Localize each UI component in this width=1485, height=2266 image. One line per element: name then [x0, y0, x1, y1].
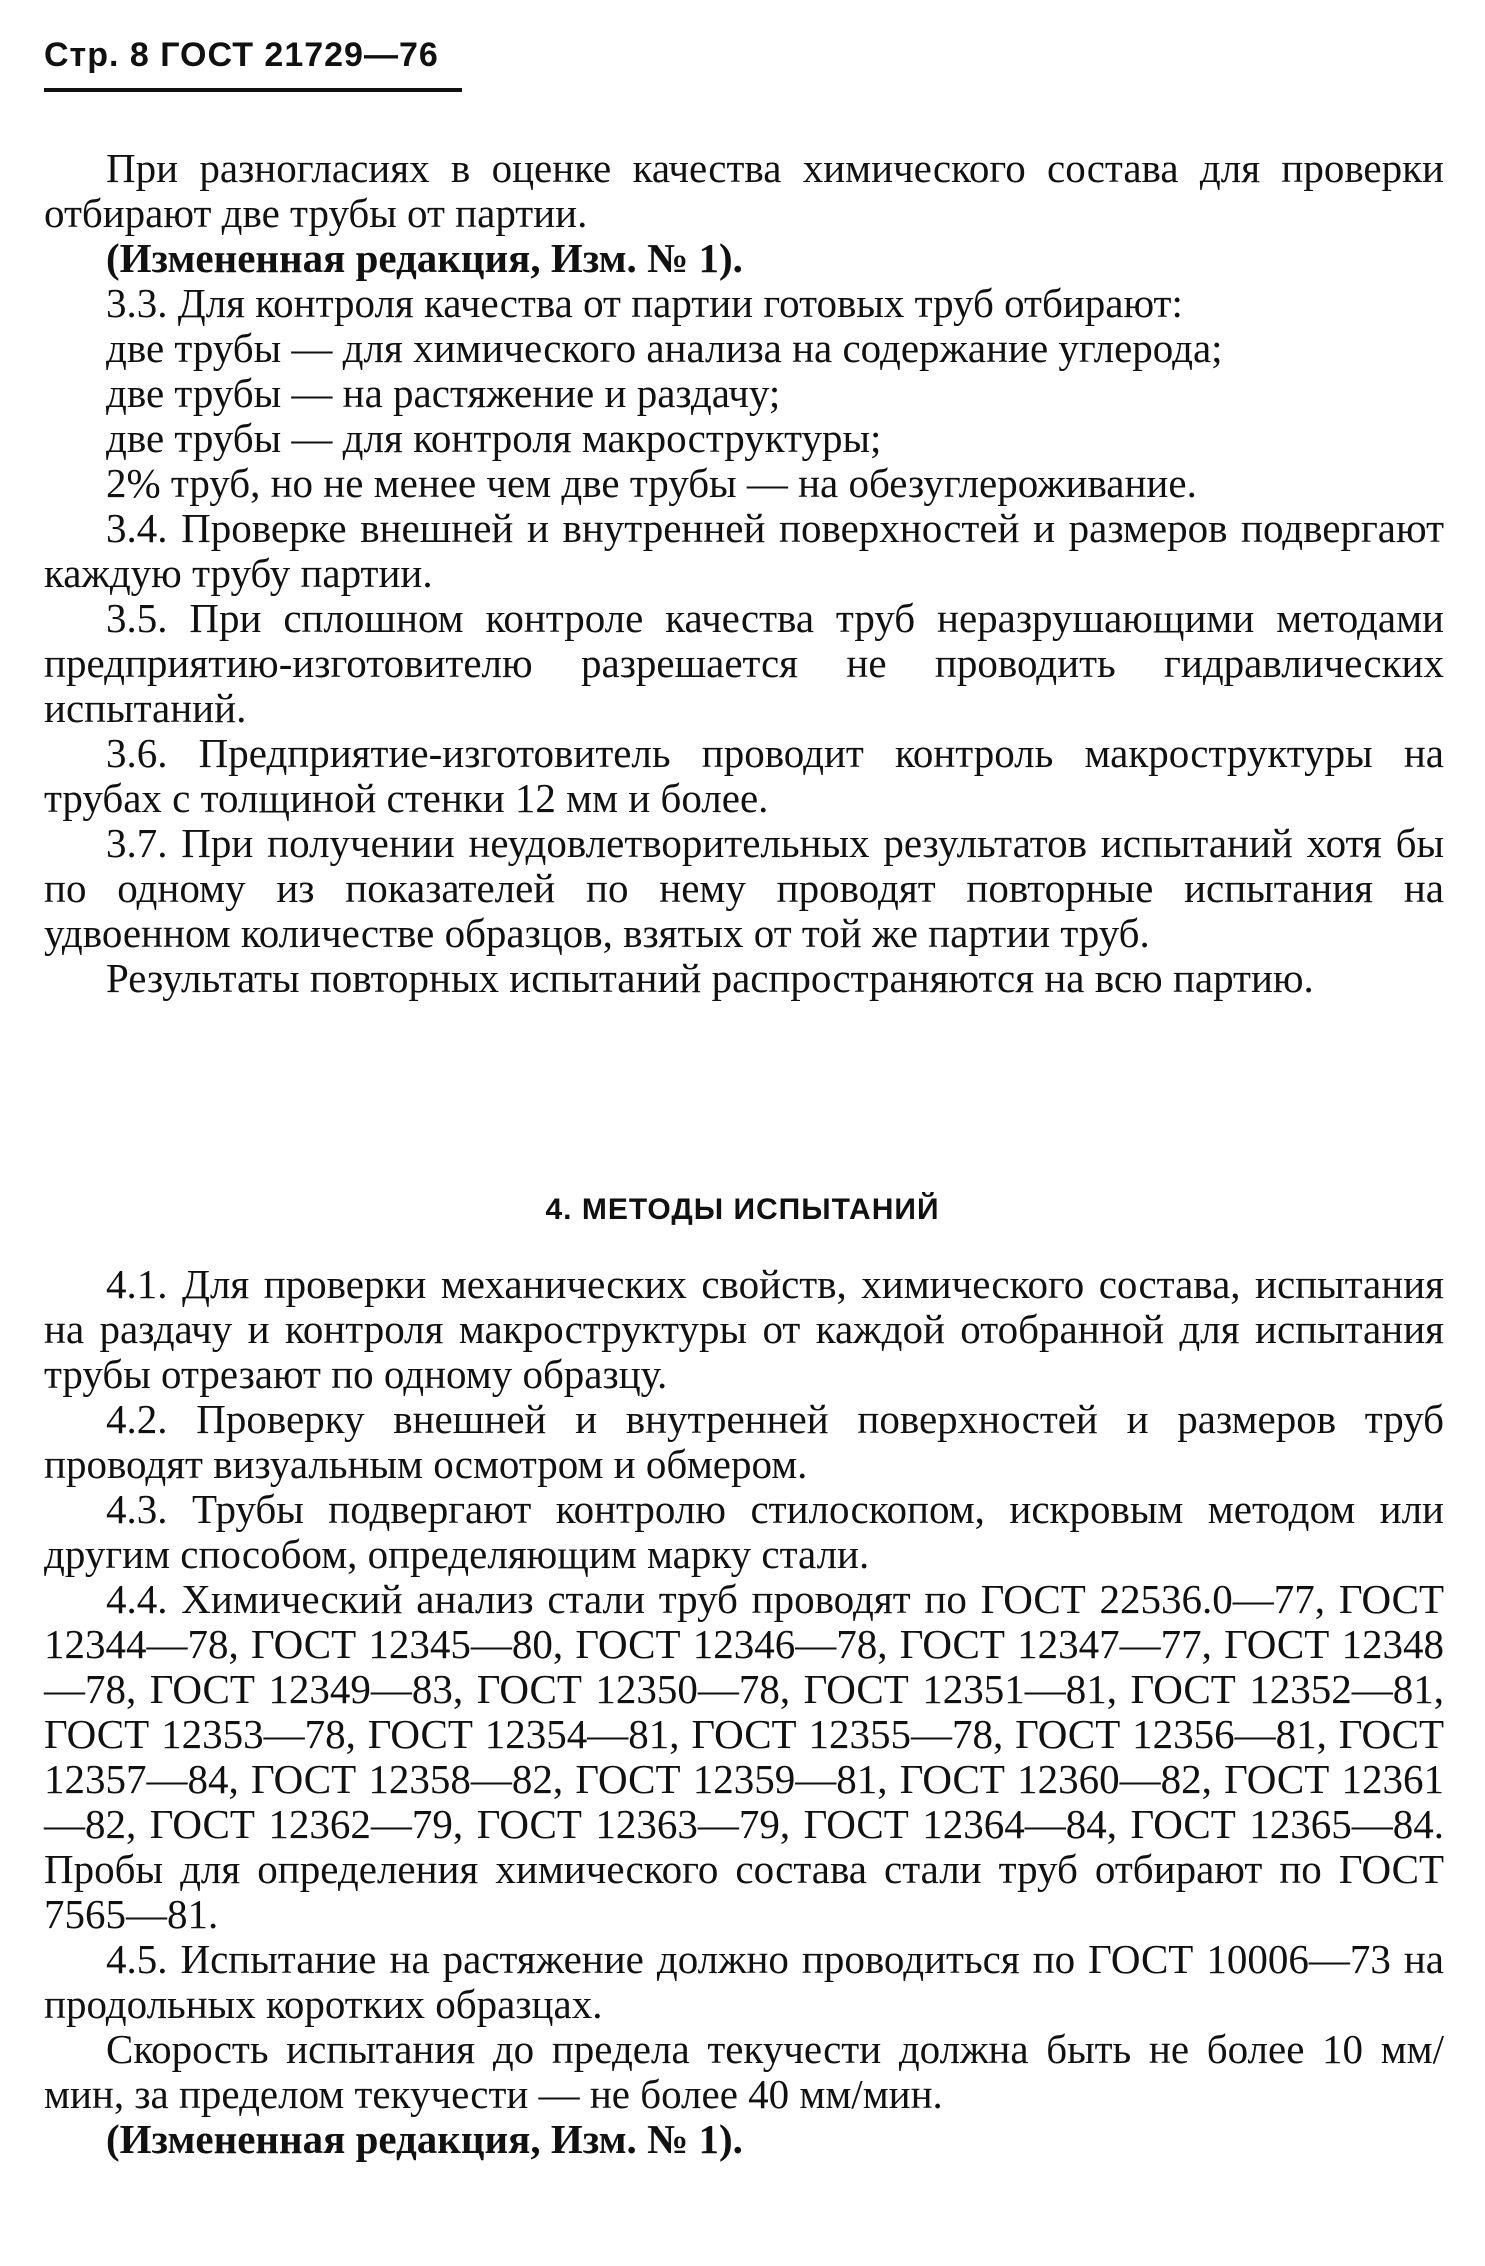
paragraph-3-7: 3.7. При получении неудовлетворительных результатов испытаний хотя бы по одному из показателей по нему проводят повторные испытания на удвоенном количестве образцов, взятых от той же партии труб. — [44, 820, 1444, 956]
paragraph-3-3: 3.3. Для контроля качества от партии готовых труб отбирают: — [106, 280, 1183, 326]
section-4-heading: 4. МЕТОДЫ ИСПЫТАНИЙ — [545, 1193, 940, 1226]
page-header: Стр. 8 ГОСТ 21729—76 — [44, 36, 439, 74]
section-3-continuation — [44, 146, 1444, 1001]
amendment-note-2: (Измененная редакция, Изм. № 1). — [106, 2116, 743, 2162]
paragraph-3-5: 3.5. При сплошном контроле качества труб неразрушающими методами предприятию-изготовителю разрешается не проводить гидравлических испытаний. — [44, 595, 1444, 731]
amendment-note: (Измененная редакция, Изм. № 1). — [106, 235, 743, 281]
list-item-decarburization: 2% труб, но не менее чем две трубы — на обезуглероживание. — [106, 460, 1197, 506]
paragraph-4-5: 4.5. Испытание на растяжение должно проводиться по ГОСТ 10006—73 на продольных коротких образцах. — [44, 1936, 1444, 2027]
section-4-body — [44, 1262, 1444, 2162]
paragraph-3-4: 3.4. Проверке внешней и внутренней поверхностей и размеров подвергают каждую трубу партии. — [44, 505, 1444, 596]
list-item-chemical-analysis: две трубы — для химического анализа на содержание углерода; — [106, 325, 1223, 371]
paragraph-results: Результаты повторных испытаний распространяются на всю партию. — [106, 955, 1314, 1001]
paragraph-4-2: 4.2. Проверку внешней и внутренней поверхностей и размеров труб проводят визуальным осмотром и обмером. — [44, 1396, 1444, 1487]
paragraph-test-speed: Скорость испытания до предела текучести должна быть не более 10 мм/мин, за пределом текучести — не более 40 мм/мин. — [44, 2026, 1444, 2117]
paragraph-disagreement: При разногласиях в оценке качества химического состава для проверки отбирают две трубы от партии. — [44, 145, 1444, 236]
paragraph-4-1: 4.1. Для проверки механических свойств, химического состава, испытания на раздачу и контроля макроструктуры от каждой отобранной для испытания трубы отрезают по одному образцу. — [44, 1261, 1444, 1397]
header-rule — [44, 88, 462, 92]
paragraph-4-3: 4.3. Трубы подвергают контролю стилоскопом, искровым методом или другим способом, определяющим марку стали. — [44, 1486, 1444, 1577]
list-item-macrostructure: две трубы — для контроля макроструктуры; — [106, 415, 882, 461]
paragraph-3-6: 3.6. Предприятие-изготовитель проводит контроль макроструктуры на трубах с толщиной стенки 12 мм и более. — [44, 730, 1444, 821]
list-item-tensile: две трубы — на растяжение и раздачу; — [106, 370, 781, 416]
paragraph-4-4: 4.4. Химический анализ стали труб проводят по ГОСТ 22536.0—77, ГОСТ 12344—78, ГОСТ 12345—80, ГОСТ 12346—78, ГОСТ 12347—77, ГОСТ 12348—78, ГОСТ 12349—83, ГОСТ 12350—78, ГОСТ 12351—81, ГОСТ 12352—81, ГОСТ 12353—78, ГОСТ 12354—81, ГОСТ 12355—78, ГОСТ 12356—81, ГОСТ 12357—84, ГОСТ 12358—82, ГОСТ 12359—81, ГОСТ 12360—82, ГОСТ 12361—82, ГОСТ 12362—79, ГОСТ 12363—79, ГОСТ 12364—84, ГОСТ 12365—84. Пробы для определения химического состава стали труб отбирают по ГОСТ 7565—81. — [44, 1576, 1444, 1937]
